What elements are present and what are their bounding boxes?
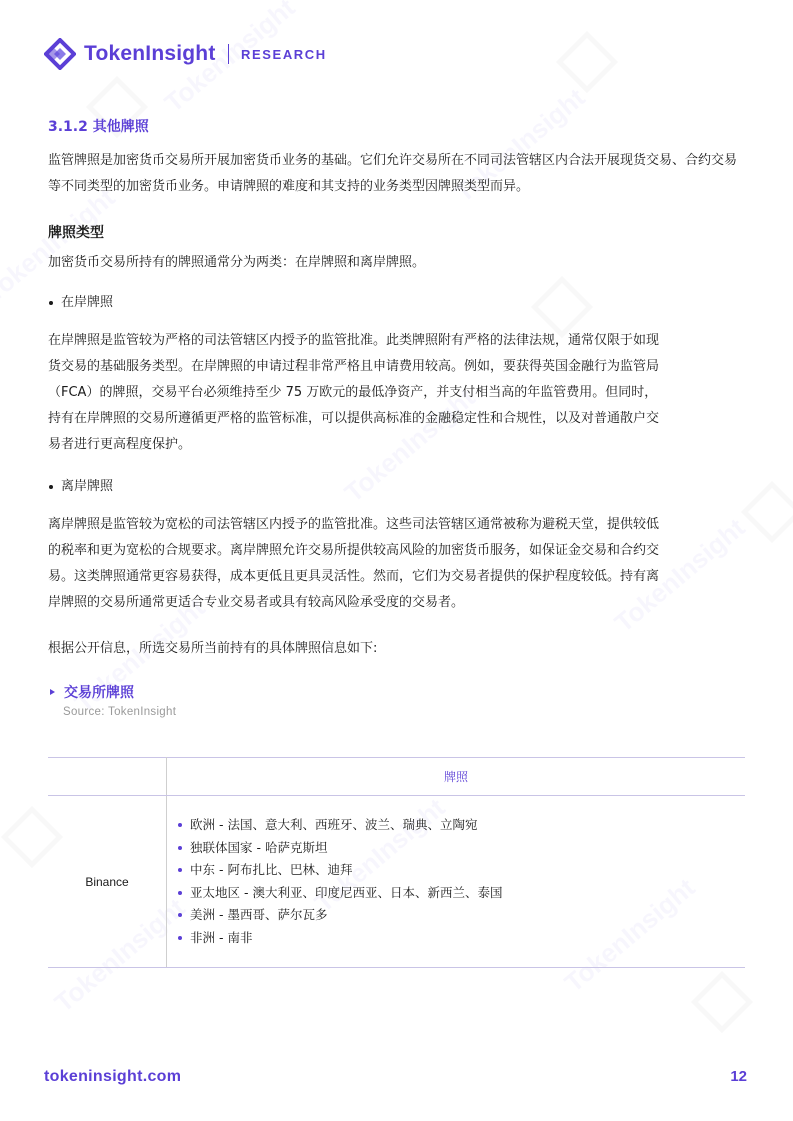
license-item-text: 中东 - 阿布扎比、巴林、迪拜	[190, 862, 353, 877]
bullet-offshore	[48, 474, 748, 500]
list-item	[178, 859, 744, 882]
paragraph-line: 易。这类牌照通常更容易获得，成本更低且更具灵活性。然而，它们为交易者提供的保护程度较低。持有离	[48, 569, 660, 584]
paragraph-line: 的税率和更为宽松的合规要求。离岸牌照允许交易所提供较高风险的加密货币服务，如保证金交易和合约交	[48, 543, 660, 558]
bullet-label: 离岸牌照	[61, 479, 114, 494]
exchange-name-cell: Binance	[48, 796, 167, 968]
table-title-text: 交易所牌照	[64, 685, 134, 701]
bullet-dot-icon	[178, 846, 182, 850]
bullet-dot-icon	[178, 936, 182, 940]
paragraph-line: 在岸牌照是监管较为严格的司法管辖区内授予的监管批准。此类牌照附有严格的法律法规，通常仅限于如现	[48, 333, 660, 348]
bullet-onshore	[48, 290, 748, 316]
license-item-text: 非洲 - 南非	[190, 929, 253, 945]
footer-website-link[interactable]: tokeninsight.com	[44, 1068, 182, 1085]
table-title	[48, 682, 748, 702]
license-types-intro: 加密货币交易所持有的牌照通常分为两类：在岸牌照和离岸牌照。	[48, 255, 426, 270]
offshore-paragraph	[48, 512, 748, 616]
bullet-label: 在岸牌照	[61, 295, 114, 310]
list-item	[178, 882, 744, 905]
license-item-text: 美洲 - 墨西哥、萨尔瓦多	[190, 907, 328, 922]
tokeninsight-logo-icon	[44, 38, 76, 70]
page-header	[44, 38, 327, 70]
bullet-dot-icon	[49, 485, 53, 489]
paragraph-line: 离岸牌照是监管较为宽松的司法管辖区内授予的监管批准。这些司法管辖区通常被称为避税天堂，提供较低	[48, 517, 660, 532]
header-divider	[228, 44, 230, 64]
table-source: Source: TokenInsight	[63, 706, 177, 718]
license-table	[48, 757, 745, 968]
bullet-dot-icon	[49, 301, 53, 305]
license-item-text: 独联体国家 - 哈萨克斯坦	[190, 839, 328, 855]
bullet-dot-icon	[178, 913, 182, 917]
paragraph-line: 货交易的基础服务类型。在岸牌照的申请过程非常严格且申请费用较高。例如，要获得英国金融行为监管局	[48, 359, 660, 374]
watermark-logo-icon	[556, 31, 618, 93]
watermark-logo-icon	[691, 971, 753, 1033]
table-row	[48, 796, 745, 968]
header-cell-exchange	[48, 758, 167, 796]
paragraph-line: 持有在岸牌照的交易所遵循更严格的监管标准，可以提供高标准的金融稳定性和合规性，以及对普通散户交	[48, 411, 660, 426]
watermark-logo-icon	[741, 481, 793, 543]
header-cell-license: 牌照	[167, 758, 746, 796]
table-lead-in: 根据公开信息，所选交易所当前持有的具体牌照信息如下:	[48, 641, 378, 656]
license-item-text: 亚太地区 - 澳大利亚、印度尼西亚、日本、新西兰、泰国	[190, 884, 503, 900]
section-title: 3.1.2 其他牌照	[48, 119, 149, 135]
main-content	[48, 116, 748, 718]
list-item	[178, 904, 744, 927]
section-label: RESEARCH	[241, 46, 327, 62]
bullet-dot-icon	[178, 891, 182, 895]
bullet-dot-icon	[178, 868, 182, 872]
list-item	[178, 814, 744, 837]
subheading: 牌照类型	[48, 225, 104, 241]
paragraph-line: （FCA）的牌照，交易平台必须维持至少 75 万欧元的最低净资产，并支付相当高的年监管费用。但同时，	[48, 385, 658, 400]
license-item-text: 欧洲 - 法国、意大利、西班牙、波兰、瑞典、立陶宛	[190, 817, 478, 832]
list-item	[178, 837, 744, 860]
list-item	[178, 927, 744, 950]
table-header-row	[48, 758, 745, 796]
page-number: 12	[730, 1068, 747, 1085]
license-list-cell	[167, 796, 746, 968]
intro-paragraph: 监管牌照是加密货币交易所开展加密货币业务的基础。它们允许交易所在不同司法管辖区内合法开展现货交易、合约交易等不同类型的加密货币业务。申请牌照的难度和其支持的业务类型因牌照类型而异。	[48, 153, 738, 194]
paragraph-line: 易者进行更高程度保护。	[48, 437, 192, 452]
paragraph-line: 岸牌照的交易所通常更适合专业交易者或具有较高风险承受度的交易者。	[48, 595, 465, 610]
license-list	[168, 797, 744, 966]
brand-name: TokenInsight	[84, 42, 216, 65]
onshore-paragraph	[48, 328, 748, 458]
triangle-marker-icon	[50, 689, 55, 695]
bullet-dot-icon	[178, 823, 182, 827]
